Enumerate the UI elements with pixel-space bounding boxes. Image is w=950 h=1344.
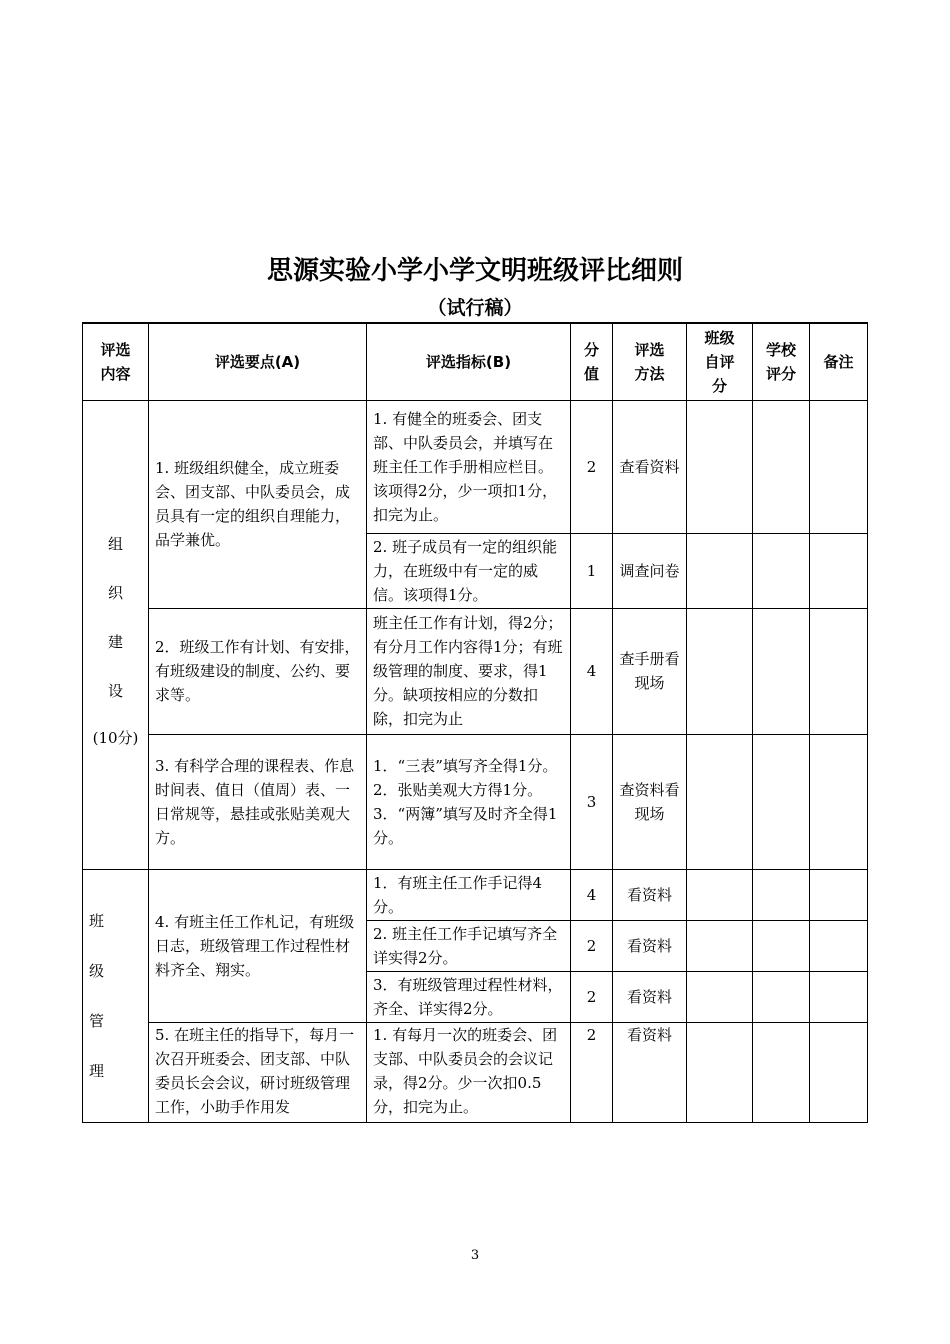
method-cell: 调查问卷 (613, 533, 687, 608)
school-score-cell[interactable] (753, 971, 810, 1022)
indicator-cell: 1．有班主任工作手记得4分。 (367, 869, 571, 920)
school-score-cell[interactable] (753, 533, 810, 608)
header-class-self-line: 班级 (704, 328, 735, 347)
method-cell: 看资料 (613, 1022, 687, 1122)
header-class-self-score (687, 323, 753, 400)
key-point-cell: 1. 班级组织健全，成立班委会、团支部、中队委员会，成员具有一定的组织自理能力，品学兼优。 (149, 400, 367, 608)
evaluation-table (82, 322, 868, 1123)
header-class-self-line: 自评 (704, 352, 735, 371)
remarks-cell[interactable] (810, 971, 868, 1022)
indicator-line: 1．“三表”填写齐全得1分。 (373, 756, 558, 775)
score-cell: 2 (571, 400, 613, 533)
header-content (83, 323, 149, 400)
score-cell: 4 (571, 608, 613, 734)
indicator-cell: 2. 班主任工作手记填写齐全详实得2分。 (367, 920, 571, 971)
score-cell: 2 (571, 920, 613, 971)
key-point-cell: 4. 有班主任工作札记，有班级日志，班级管理工作过程性材料齐全、翔实。 (149, 869, 367, 1022)
header-score-line: 值 (583, 364, 599, 383)
school-score-cell[interactable] (753, 400, 810, 533)
method-cell: 查看资料 (613, 400, 687, 533)
header-remarks: 备注 (810, 323, 868, 400)
header-school-line: 学校 (765, 340, 796, 359)
method-cell: 查手册看现场 (613, 608, 687, 734)
indicator-cell: 班主任工作有计划，得2分；有分月工作内容得1分；有班级管理的制度、要求，得1分。缺项按相应的分数扣除，扣完为止 (367, 608, 571, 734)
class-self-score-cell[interactable] (687, 920, 753, 971)
section-char: 级 (89, 961, 105, 980)
header-method-line: 方法 (634, 364, 665, 383)
class-self-score-cell[interactable] (687, 533, 753, 608)
section-points: (10分) (92, 728, 139, 747)
score-cell: 4 (571, 869, 613, 920)
header-content-line: 内容 (100, 364, 131, 383)
header-score-line: 分 (583, 340, 599, 359)
indicator-cell: 1. 有每月一次的班委会、团支部、中队委员会的会议记录，得2分。少一次扣0.5分，扣完为止。 (367, 1022, 571, 1122)
indicator-line: 3．“两簿”填写及时齐全得1分。 (373, 804, 558, 847)
table-row (83, 608, 868, 734)
school-score-cell[interactable] (753, 1022, 810, 1122)
remarks-cell[interactable] (810, 608, 868, 734)
header-key-points: 评选要点(A) (149, 323, 367, 400)
class-self-score-cell[interactable] (687, 608, 753, 734)
class-self-score-cell[interactable] (687, 734, 753, 869)
class-self-score-cell[interactable] (687, 869, 753, 920)
section-char: 管 (89, 1011, 105, 1030)
section-char: 班 (89, 911, 105, 930)
score-cell: 2 (571, 971, 613, 1022)
table-row (83, 400, 868, 533)
indicator-cell (367, 734, 571, 869)
score-cell: 3 (571, 734, 613, 869)
header-school-line: 评分 (765, 364, 796, 383)
section-char: 建 (107, 632, 123, 651)
section-char: 设 (107, 681, 123, 700)
header-indicators: 评选指标(B) (367, 323, 571, 400)
document-title: 思源实验小学小学文明班级评比细则 (266, 256, 683, 286)
class-self-score-cell[interactable] (687, 400, 753, 533)
table-row (83, 734, 868, 869)
score-cell: 1 (571, 533, 613, 608)
document-subtitle: （试行稿） (427, 297, 523, 319)
remarks-cell[interactable] (810, 869, 868, 920)
method-cell: 看资料 (613, 869, 687, 920)
header-method (613, 323, 687, 400)
indicator-cell: 3．有班级管理过程性材料，齐全、详实得2分。 (367, 971, 571, 1022)
indicator-cell: 2. 班子成员有一定的组织能力，在班级中有一定的威信。该项得1分。 (367, 533, 571, 608)
indicator-cell: 1. 有健全的班委会、团支部、中队委员会，并填写在班主任工作手册相应栏目。该项得2分，少一项扣1分，扣完为止。 (367, 400, 571, 533)
page-number: 3 (470, 1248, 480, 1263)
class-self-score-cell[interactable] (687, 1022, 753, 1122)
school-score-cell[interactable] (753, 734, 810, 869)
table-row (83, 869, 868, 920)
key-point-cell: 5. 在班主任的指导下，每月一次召开班委会、团支部、中队委员长会会议，研讨班级管理工作，小助手作用发 (149, 1022, 367, 1122)
method-cell: 查资料看现场 (613, 734, 687, 869)
method-cell: 看资料 (613, 971, 687, 1022)
header-method-line: 评选 (634, 340, 665, 359)
section-name-class-management (83, 869, 149, 1122)
header-score (571, 323, 613, 400)
key-point-cell: 2．班级工作有计划、有安排，有班级建设的制度、公约、要求等。 (149, 608, 367, 734)
school-score-cell[interactable] (753, 920, 810, 971)
class-self-score-cell[interactable] (687, 971, 753, 1022)
section-char: 织 (107, 583, 123, 602)
section-char: 组 (107, 534, 123, 553)
remarks-cell[interactable] (810, 1022, 868, 1122)
table-row (83, 1022, 868, 1122)
indicator-line: 2．张贴美观大方得1分。 (373, 780, 543, 799)
method-cell: 看资料 (613, 920, 687, 971)
school-score-cell[interactable] (753, 869, 810, 920)
school-score-cell[interactable] (753, 608, 810, 734)
remarks-cell[interactable] (810, 533, 868, 608)
remarks-cell[interactable] (810, 734, 868, 869)
section-char: 理 (89, 1061, 105, 1080)
remarks-cell[interactable] (810, 920, 868, 971)
key-point-cell: 3. 有科学合理的课程表、作息时间表、值日（值周）表、一日常规等，悬挂或张贴美观大方。 (149, 734, 367, 869)
table-header-row (83, 323, 868, 400)
score-cell: 2 (571, 1022, 613, 1122)
header-school-score (753, 323, 810, 400)
header-class-self-line: 分 (711, 376, 727, 395)
remarks-cell[interactable] (810, 400, 868, 533)
section-name-organization (83, 400, 149, 869)
header-content-line: 评选 (100, 340, 131, 359)
